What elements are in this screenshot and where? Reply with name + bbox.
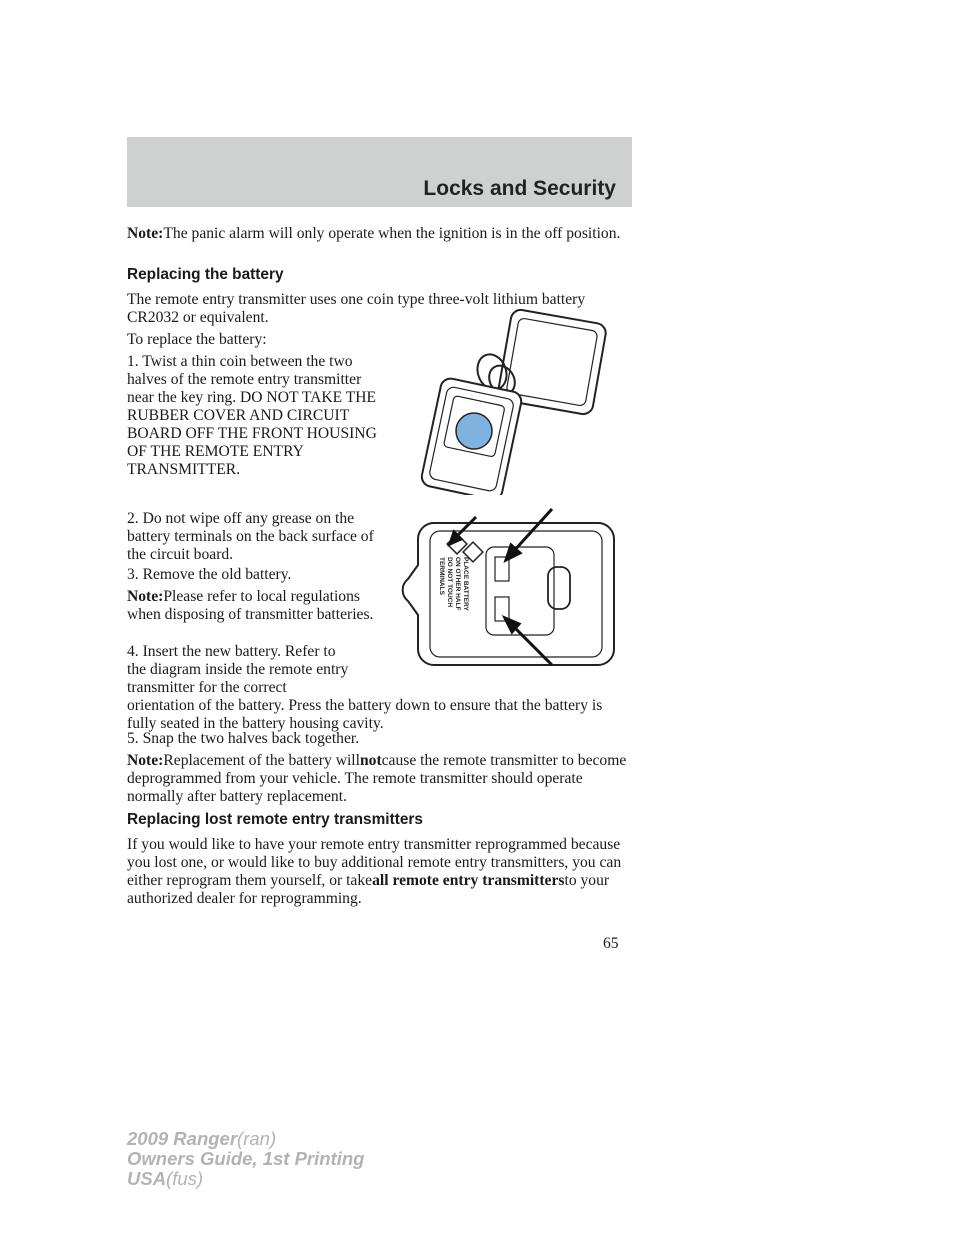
footer-region-code: (fus) (166, 1168, 204, 1189)
heading-replacing-battery: Replacing the battery (127, 266, 284, 283)
lost-text: If you would like to have your remote entry transmitter reprogrammed because you lost one, or would like to buy additional remote entry transmitters, you can either reprogram them yourself, or take (127, 836, 622, 889)
battery-coin (456, 413, 492, 449)
step-4-rest: orientation of the battery. Press the battery down to ensure that the battery is fully seated in the battery housing cavity. (127, 697, 603, 732)
section-title: Locks and Security (423, 177, 616, 200)
note-label: Note: (127, 225, 164, 242)
note-bold: not (359, 752, 382, 769)
note-text: Please refer to local regulations when disposing of transmitter batteries. (127, 588, 374, 623)
page-number: 65 (603, 935, 619, 952)
note-text: The panic alarm will only operate when the ignition is in the off position. (163, 225, 621, 242)
note-deprogram (127, 752, 632, 806)
footer-guide: Owners Guide, 1st Printing (127, 1148, 365, 1169)
battery-intro: The remote entry transmitter uses one coin type three-volt lithium battery CR2032 or equivalent. (127, 291, 586, 326)
housing-outline (403, 523, 614, 665)
footer-model: 2009 Ranger (127, 1128, 238, 1149)
step-4-line: transmitter for the correct (127, 679, 287, 696)
note-label: Note: (127, 752, 164, 769)
footer-region: USA (127, 1168, 167, 1189)
step-2: 2. Do not wipe off any grease on the battery terminals on the back surface of the circuit board. (127, 510, 374, 563)
step-3: 3. Remove the old battery. (127, 566, 292, 583)
step-5: 5. Snap the two halves back together. (127, 730, 360, 747)
note-disposal (127, 588, 389, 624)
housing-label-line: PLACE BATTERY (462, 557, 469, 611)
housing-label-line: ON OTHER HALF (454, 557, 461, 611)
footer (127, 1129, 364, 1189)
step-4-line: the diagram inside the remote entry (127, 661, 349, 678)
footer-line-region (127, 1169, 364, 1189)
transmitter-keyring-figure (420, 300, 620, 495)
housing-label-line: TERMINALS (438, 557, 445, 595)
note-panic-alarm (127, 225, 632, 243)
footer-line-model (127, 1129, 364, 1149)
step-4-line: 4. Insert the new battery. Refer to (127, 643, 336, 660)
note-label: Note: (127, 588, 164, 605)
housing-label-line: DO NOT TOUCH (446, 557, 453, 608)
lost-bold: all remote entry transmitters (372, 872, 565, 889)
heading-replacing-lost: Replacing lost remote entry transmitters (127, 811, 423, 828)
lost-transmitters-text (127, 836, 632, 908)
header-band (127, 137, 632, 207)
replace-intro: To replace the battery: (127, 331, 267, 348)
footer-model-code: (ran) (237, 1128, 277, 1149)
battery-housing-figure (400, 505, 620, 680)
footer-line-guide (127, 1149, 364, 1169)
lost-text: to your authorized dealer for reprogramming. (127, 872, 610, 907)
step-1: 1. Twist a thin coin between the two halves of the remote entry transmitter near the key ring. DO NOT TAKE THE RUBBER COVER AND CIRCUIT BOARD OFF THE FRONT HOUSING OF THE REMOTE ENTRY TRANSMITTER. (127, 353, 377, 478)
note-text: Replacement of the battery will (163, 752, 360, 769)
note-text: cause the remote transmitter to become deprogrammed from your vehicle. The remote transmitter should operate normally after battery replacement. (127, 752, 627, 805)
